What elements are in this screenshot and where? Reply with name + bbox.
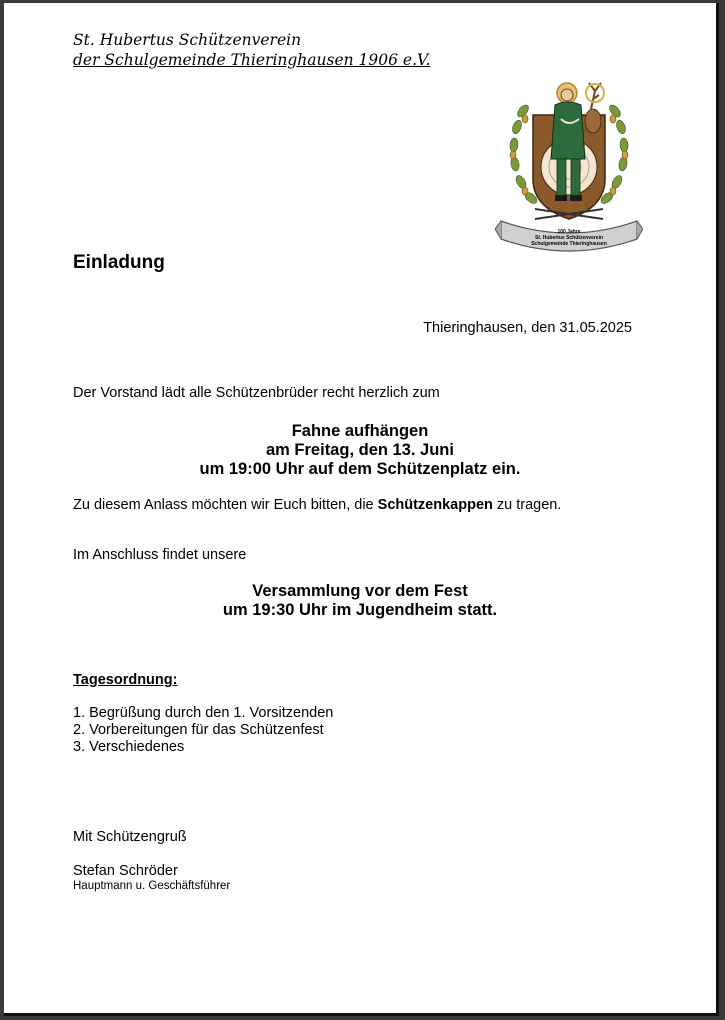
agenda-list bbox=[73, 705, 333, 756]
signer-role: Hauptmann u. Geschäftsführer bbox=[73, 880, 231, 892]
agenda-item: 1. Begrüßung durch den 1. Vorsitzenden bbox=[73, 705, 334, 721]
event-flag-raising bbox=[4, 422, 716, 479]
request-post: zu tragen. bbox=[492, 497, 562, 513]
document-page bbox=[4, 3, 719, 1016]
place-date: Thieringhausen, den 31.05.2025 bbox=[423, 320, 632, 336]
event2-line1: Versammlung vor dem Fest bbox=[252, 582, 468, 600]
letter-title: Einladung bbox=[73, 252, 165, 273]
event1-line2: am Freitag, den 13. Juni bbox=[266, 441, 454, 459]
request-text bbox=[73, 497, 561, 513]
agenda-item: 3. Verschiedenes bbox=[73, 739, 185, 755]
closing-greeting: Mit Schützengruß bbox=[73, 829, 187, 845]
club-letterhead bbox=[73, 30, 430, 70]
request-pre: Zu diesem Anlass möchten wir Euch bitten, die bbox=[73, 497, 378, 513]
emblem-banner-line2: St. Hubertus Schützenverein bbox=[534, 235, 604, 241]
event1-line3: um 19:00 Uhr auf dem Schützenplatz ein. bbox=[199, 460, 521, 478]
event1-line1: Fahne aufhängen bbox=[291, 422, 429, 440]
club-name-line2: der Schulgemeinde Thieringhausen 1906 e.V. bbox=[73, 51, 431, 69]
request-bold: Schützenkappen bbox=[377, 497, 493, 513]
club-crest-emblem bbox=[495, 69, 643, 255]
emblem-banner-line3: Schulgemeinde Thieringhausen bbox=[531, 241, 607, 247]
event2-line2: um 19:30 Uhr im Jugendheim statt. bbox=[222, 601, 498, 619]
agenda-title: Tagesordnung: bbox=[73, 672, 178, 688]
agenda-item: 2. Vorbereitungen für das Schützenfest bbox=[73, 722, 324, 738]
club-name-line1: St. Hubertus Schützenverein bbox=[73, 31, 302, 49]
intro-text: Der Vorstand lädt alle Schützenbrüder recht herzlich zum bbox=[73, 385, 440, 401]
signer-name: Stefan Schröder bbox=[73, 863, 178, 879]
emblem-banner-line1: 100 Jahre bbox=[557, 229, 581, 235]
followup-text: Im Anschluss findet unsere bbox=[73, 547, 247, 563]
event-assembly bbox=[4, 582, 716, 620]
